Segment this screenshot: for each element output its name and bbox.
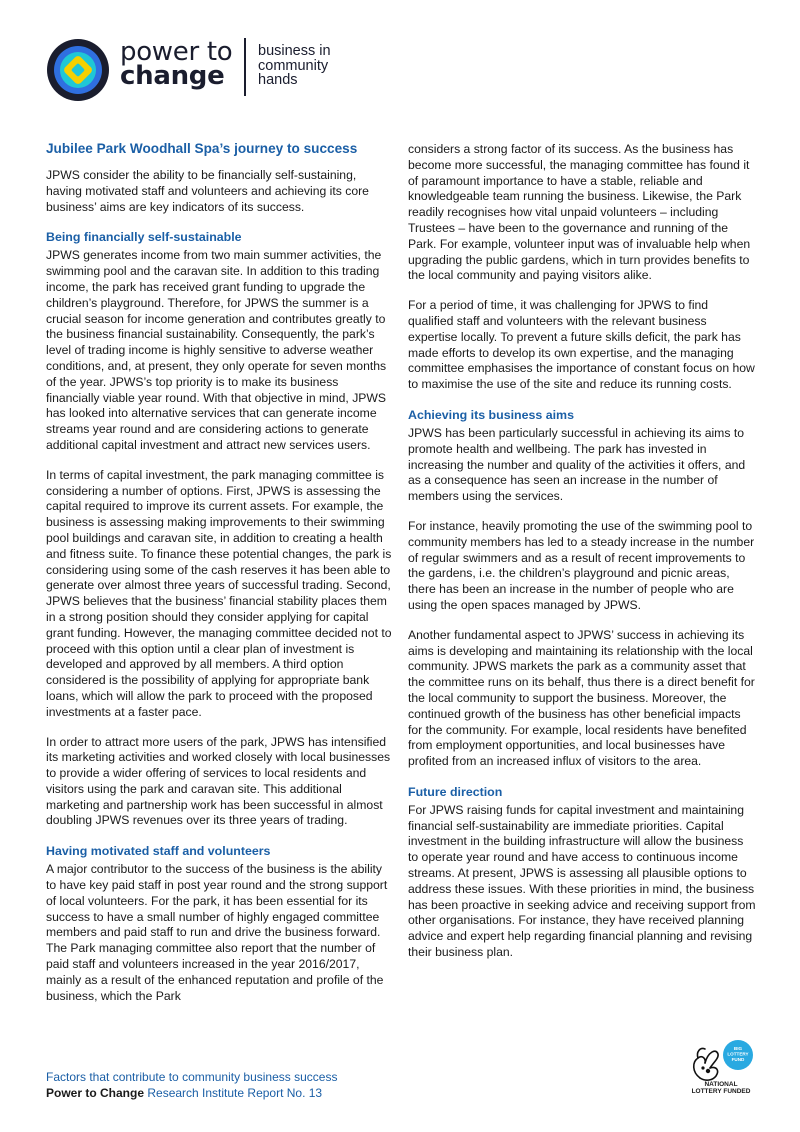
article-title: Jubilee Park Woodhall Spa’s journey to success — [46, 141, 358, 156]
footer-report-label: Research Institute Report No. 13 — [144, 1086, 323, 1100]
heading-future: Future direction — [408, 784, 503, 799]
intro-paragraph: JPWS consider the ability to be financially self-sustaining, having motivated staff and volunteers and achieving its core business’ aims are key indicators of its success. — [46, 168, 369, 214]
heading-aims: Achieving its business aims — [408, 407, 574, 422]
heading-staff: Having motivated staff and volunteers — [46, 844, 271, 859]
badge-text-2: LOTTERY — [727, 1051, 749, 1057]
lottery-caption — [683, 1081, 759, 1095]
paragraph: For a period of time, it was challenging for JPWS to find qualified staff and volunteers with the relevant business expertise locally. To prevent a future skills deficit, the park has made efforts to develop its own expertise, and the managing committee emphasises the importance of constant focus on how to maximise the use of the site and reduce its running costs. — [408, 298, 755, 392]
lottery-caption-line-2: LOTTERY FUNDED — [691, 1088, 751, 1095]
paragraph: A major contributor to the success of the business is the ability to have key paid staff in post year round and the strong support of local volunteers. For the park, it has been essential for its success to have a small number of highly engaged committee members and paid staff to run and drive the business forward. The Park managing committee also report that the number of paid staff and volunteers increased in the year 2016/2017, mainly as a result of the enhanced reputation and profile of the business, which the Park — [46, 862, 388, 1003]
paragraph: For JPWS raising funds for capital investment and maintaining financial self-sustainability are immediate priorities. Capital investment in the building infrastructure will allow the business to operate year round and have access to continuous income streams. At present, JPWS is assessing all plausible options to address these issues. With these priorities in mind, the business has been proactive in seeking advice and receiving support from other organisations. For instance, they have received planning advice and expert help regarding financial planning and revising their business plan. — [408, 802, 756, 960]
left-column — [46, 140, 394, 1018]
footer-report-number — [46, 1085, 337, 1101]
brand-wordmark — [120, 37, 233, 91]
brand-line-2: change — [120, 61, 225, 91]
tagline-line-1: business in — [258, 43, 331, 59]
paragraph: JPWS has been particularly successful in achieving its aims to promote health and wellbeing. The park has invested in increasing the number and quality of the activities it offers, and as a consequence has seen an increase in the number of members using the services. — [408, 425, 746, 504]
paragraph: For instance, heavily promoting the use of the swimming pool to community members has led to a steady increase in the number of regular swimmers and as a result of recent improvements to the gardens, i.e. the children’s playground and picnic areas, there has been an increase in the number of people who are using the open spaces managed by JPWS. — [408, 518, 755, 612]
paragraph: In terms of capital investment, the park managing committee is considering a number of options. First, JPWS is assessing the capital required to improve its current assets. For example, the business is assessing making improvements to their swimming pool buildings and caravan site, in addition to creating a health and fitness suite. To finance these potential changes, the park is considering using some of the cash reserves it has been able to generate over almost three years of successful trading. Second, JPWS believes that the business’ financial stability places them in a strong position should they consider applying for capital grant funding. However, the managing committee decided not to proceed with this option until a clear plan of investment is developed and approved by all members. A third option considered is the possibility of applying for appropriate bank loans, which will allow the park to proceed with the proposed investments at a faster pace. — [46, 467, 392, 719]
footer-report-title: Factors that contribute to community business success — [46, 1070, 338, 1084]
heading-financial: Being financially self-sustainable — [46, 230, 242, 245]
paragraph: Another fundamental aspect to JPWS’ success in achieving its aims is developing and maintaining its relationship with the local community. JPWS markets the park as a community asset that the committee runs on its behalf, thus there is a direct benefit for the local community to support the business. Moreover, the continued growth of the business has other beneficial impacts for the community. For example, local residents have benefited from employment opportunities, and local businesses have profited from an increased influx of visitors to the area. — [408, 627, 755, 769]
badge-text-3: FUND — [731, 1057, 745, 1062]
power-to-change-logo — [46, 38, 110, 102]
tagline — [258, 44, 331, 88]
right-column — [408, 142, 756, 975]
footer-brand: Power to Change — [46, 1086, 145, 1100]
footer — [46, 1069, 337, 1101]
paragraph: JPWS generates income from two main summer activities, the swimming pool and the caravan site. In addition to this trading income, the park has received grant funding to upgrade the children’s playground. Therefore, for JPWS the summer is a crucial season for income generation and contributes greatly to the business financial sustainability. Consequently, the park’s level of trading income is highly sensitive to adverse weather conditions, and, at present, they only operate for seven months of the year. JPWS’s top priority is to make its business financially viable year round. With that objective in mind, JPWS has looked into alternative services that can generate income streams year round and are considering actions to generate additional capital investment and attract new services users. — [46, 248, 387, 452]
badge-text-1: BIG — [733, 1046, 743, 1051]
header-divider — [244, 38, 246, 96]
tagline-line-2: community — [258, 57, 329, 74]
paragraph: considers a strong factor of its success. As the business has become more successful, the managing committee has found it of paramount importance to have a stable, reliable and knowledgeable team running the business. Likewise, the Park readily recognises how vital unpaid volunteers – including Trustees – have been to the governance and running of the Park. For example, volunteer input was of invaluable help when upgrading the public gardens, which in turn provides benefits to the local community and paying visitors alike. — [408, 142, 751, 283]
brand-line-1: power to — [120, 37, 233, 67]
paragraph: In order to attract more users of the park, JPWS has intensified its marketing activities and worked closely with local businesses to provide a wider offering of services to local residents and visitors using the park and caravan site. This additional marketing and partnership work has been successful in almost doubling JPWS revenues over its three years of trading. — [46, 734, 391, 828]
tagline-line-3: hands — [258, 72, 298, 88]
crossed-fingers-icon — [694, 1049, 718, 1081]
lottery-caption-line-1: NATIONAL — [704, 1081, 738, 1088]
